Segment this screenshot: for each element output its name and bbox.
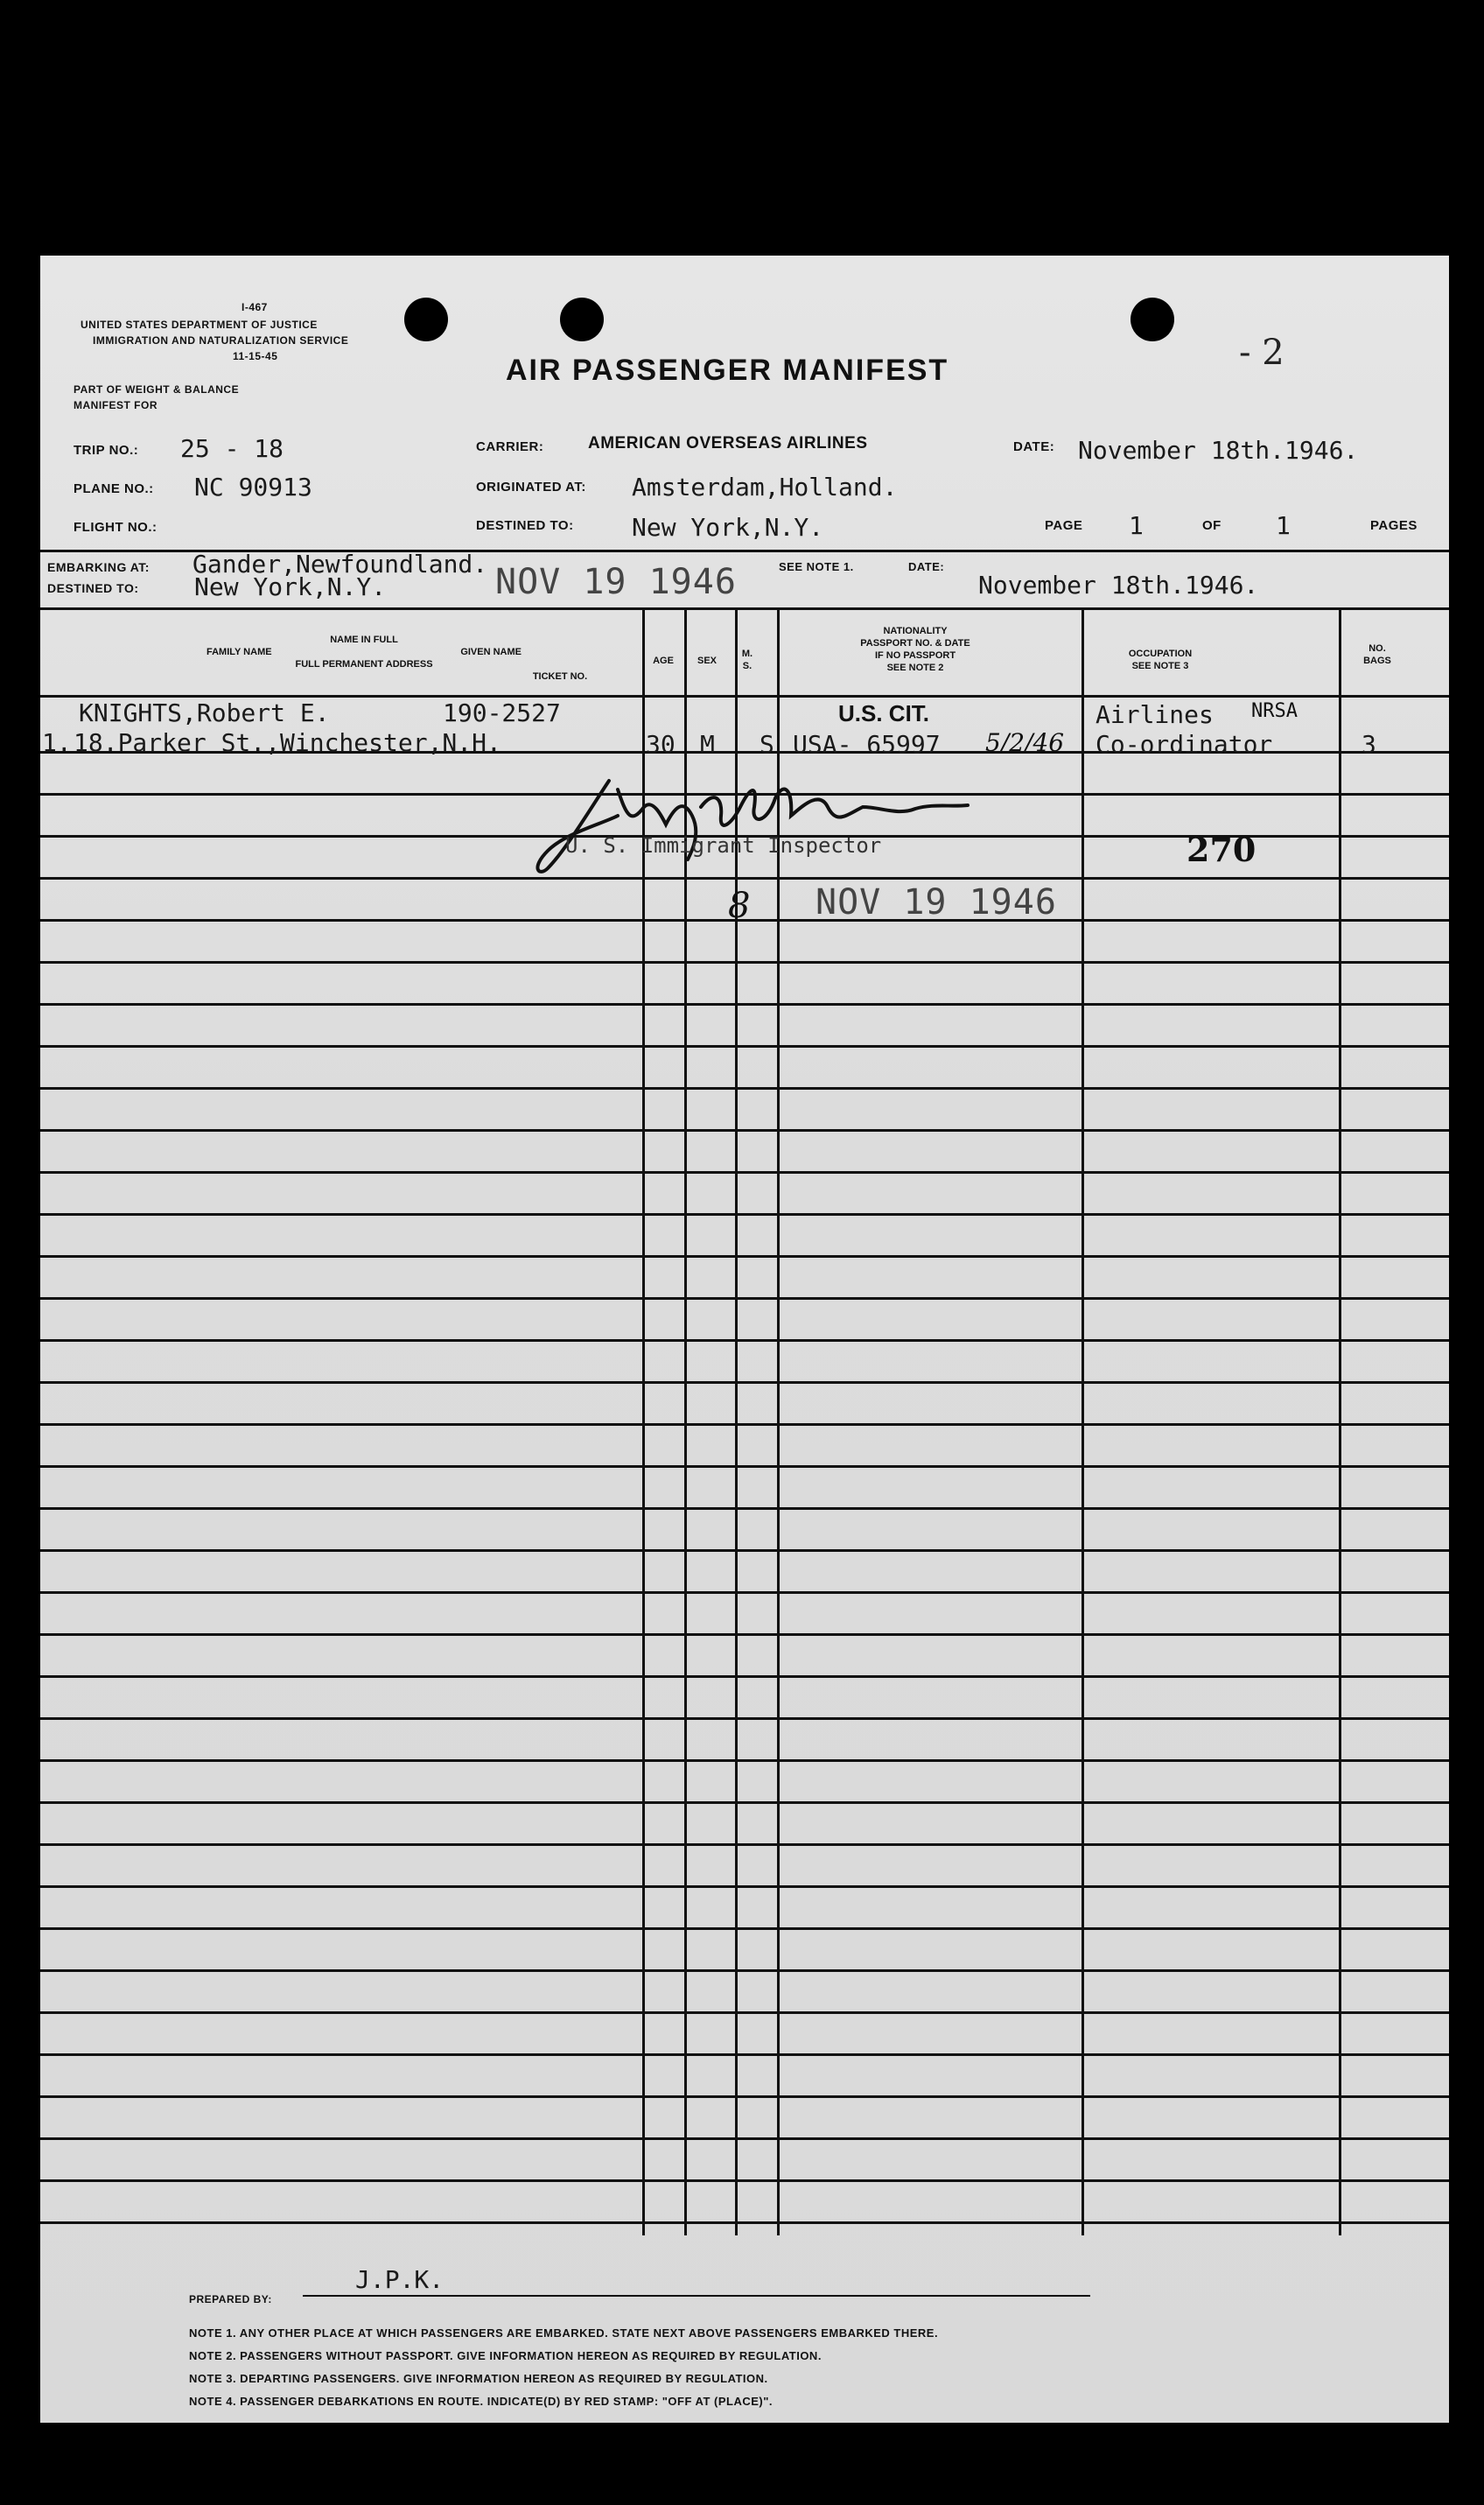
department-line-1: UNITED STATES DEPARTMENT OF JUSTICE (80, 319, 318, 331)
embark-date-value: November 18th.1946. (978, 571, 1259, 600)
plane-no-label: PLANE NO.: (74, 481, 154, 496)
inspector-title: U. S. Immigrant Inspector (565, 833, 882, 858)
occupation-mark: NRSA (1251, 700, 1298, 722)
page-value: 1 (1129, 511, 1144, 540)
table-rule (40, 2179, 1449, 2182)
no-passport-header-line: IF NO PASSPORT (874, 650, 956, 661)
destined-label: DESTINED TO: (476, 518, 574, 533)
column-header-ticket: TICKET NO. (532, 671, 588, 682)
table-rule (40, 1129, 1449, 1132)
passenger-sex: M (700, 730, 715, 759)
table-rule (40, 1843, 1449, 1846)
column-header-sex: SEX (696, 656, 717, 666)
embark-date-label: DATE: (908, 560, 945, 573)
footnote-1: NOTE 1. ANY OTHER PLACE AT WHICH PASSENGERS ARE EMBARKED. STATE NEXT ABOVE PASSENGERS EMBARKED THERE. (189, 2326, 939, 2340)
column-header-ms: M. S. (741, 649, 753, 671)
table-rule (40, 1339, 1449, 1342)
manifest-paper (40, 256, 1449, 2423)
punch-hole (404, 298, 448, 341)
table-rule (40, 1297, 1449, 1300)
table-rule (40, 1045, 1449, 1048)
table-rule (40, 1801, 1449, 1804)
date-value: November 18th.1946. (1078, 436, 1359, 465)
passenger-ticket: 190-2527 (443, 698, 561, 727)
form-date: 11-15-45 (233, 350, 278, 362)
bags-header-no: NO. (1368, 643, 1386, 654)
passenger-marital-status: S (760, 730, 774, 759)
table-rule (40, 695, 1449, 698)
table-rule (40, 2095, 1449, 2098)
column-header-age: AGE (653, 656, 674, 666)
passenger-bags: 3 (1362, 730, 1376, 759)
column-header-occupation (1082, 648, 1239, 672)
of-value: 1 (1276, 511, 1291, 540)
table-rule (40, 2137, 1449, 2140)
passenger-address: 18.Parker St.,Winchester,N.H. (74, 728, 501, 757)
prepared-by-value: J.P.K. (355, 2265, 444, 2294)
part-of-line-1: PART OF WEIGHT & BALANCE (74, 383, 240, 396)
table-rule (40, 1591, 1449, 1594)
department-line-2: IMMIGRATION AND NATURALIZATION SERVICE (93, 334, 349, 347)
date-label: DATE: (1013, 439, 1055, 454)
table-rule (40, 1465, 1449, 1468)
column-header-name (172, 634, 556, 670)
column-header-bags (1360, 642, 1395, 667)
page-mark: - 2 (1239, 333, 1284, 373)
footnote-2: NOTE 2. PASSENGERS WITHOUT PASSPORT. GIVE INFORMATION HEREON AS REQUIRED BY REGULATION. (189, 2349, 822, 2362)
prepared-by-line (303, 2295, 1090, 2297)
passport-header-line: PASSPORT NO. & DATE (860, 638, 970, 649)
see-note-2-header-line: SEE NOTE 2 (886, 663, 944, 673)
family-name-header: FAMILY NAME (206, 647, 272, 657)
passenger-row-mark: 1. (42, 728, 72, 757)
table-rule (40, 1633, 1449, 1636)
nationality-header-line: NATIONALITY (883, 626, 948, 636)
page-label: PAGE (1045, 518, 1083, 533)
table-rule (40, 1003, 1449, 1006)
punch-hole (560, 298, 604, 341)
occupation-line-2: Co-ordinator (1096, 730, 1273, 759)
divider-line (40, 607, 1449, 610)
passport-date: 5/2/46 (985, 728, 1065, 757)
table-rule (40, 1717, 1449, 1720)
pages-label: PAGES (1370, 518, 1418, 533)
column-header-nationality (793, 625, 1038, 674)
carrier-value: AMERICAN OVERSEAS AIRLINES (588, 434, 868, 453)
bags-header-bags: BAGS (1363, 656, 1391, 666)
part-of-line-2: MANIFEST FOR (74, 399, 158, 411)
name-header-line: NAME IN FULL (330, 635, 398, 645)
embarking-value: Gander,Newfoundland. (192, 550, 488, 579)
manifest-title: AIR PASSENGER MANIFEST (506, 354, 949, 387)
passenger-name: KNIGHTS,Robert E. (79, 698, 330, 727)
table-rule (40, 1549, 1449, 1552)
name-header-row (172, 646, 556, 658)
arrival-date-stamp: NOV 19 1946 (495, 562, 737, 602)
table-rule (40, 961, 1449, 964)
table-rule (40, 1213, 1449, 1216)
passenger-passport: USA- 65997 (793, 730, 941, 759)
flight-no-label: FLIGHT NO.: (74, 520, 158, 535)
inspector-signature (513, 754, 1038, 886)
embark-destined-label: DESTINED TO: (47, 581, 139, 595)
table-rule (40, 1255, 1449, 1258)
punch-hole (1130, 298, 1174, 341)
table-rule (40, 1675, 1449, 1678)
passenger-nationality: U.S. CIT. (838, 700, 930, 726)
form-number: I-467 (242, 301, 268, 313)
carrier-label: CARRIER: (476, 439, 544, 454)
table-rule (40, 2011, 1449, 2014)
table-rule (40, 1171, 1449, 1174)
originated-label: ORIGINATED AT: (476, 480, 586, 495)
trip-no-value: 25 - 18 (180, 434, 284, 463)
address-header: FULL PERMANENT ADDRESS (295, 659, 433, 670)
table-rule (40, 1087, 1449, 1090)
occupation-header-line: OCCUPATION (1128, 649, 1193, 659)
occupation-line-1: Airlines (1096, 700, 1214, 729)
table-rule (40, 1381, 1449, 1384)
column-rule (1082, 607, 1084, 2235)
passenger-age: 30 (646, 730, 676, 759)
inspection-count: 270 (1186, 830, 1256, 869)
column-rule (1339, 607, 1341, 2235)
see-note-label: SEE NOTE 1. (779, 560, 854, 573)
prepared-by-label: PREPARED BY: (189, 2293, 272, 2305)
table-rule (40, 1927, 1449, 1930)
table-rule (40, 2221, 1449, 2224)
inspection-date-stamp: NOV 19 1946 (816, 882, 1057, 923)
inspection-mark: 8 (728, 886, 751, 926)
embarking-label: EMBARKING AT: (47, 560, 150, 574)
given-name-header: GIVEN NAME (460, 647, 522, 657)
table-rule (40, 1885, 1449, 1888)
table-rule (40, 1969, 1449, 1972)
destined-value: New York,N.Y. (632, 513, 824, 542)
table-rule (40, 1759, 1449, 1762)
footnote-3: NOTE 3. DEPARTING PASSENGERS. GIVE INFORMATION HEREON AS REQUIRED BY REGULATION. (189, 2372, 768, 2385)
table-rule (40, 1507, 1449, 1510)
footnote-4: NOTE 4. PASSENGER DEBARKATIONS EN ROUTE. INDICATE(D) BY RED STAMP: "OFF AT (PLACE)". (189, 2395, 774, 2408)
originated-value: Amsterdam,Holland. (632, 473, 898, 502)
plane-no-value: NC 90913 (194, 473, 312, 502)
of-label: OF (1202, 518, 1222, 533)
table-rule (40, 2053, 1449, 2056)
table-rule (40, 1423, 1449, 1426)
embark-destined-value: New York,N.Y. (194, 572, 387, 601)
see-note-3-header-line: SEE NOTE 3 (1131, 661, 1189, 671)
trip-no-label: TRIP NO.: (74, 443, 139, 458)
